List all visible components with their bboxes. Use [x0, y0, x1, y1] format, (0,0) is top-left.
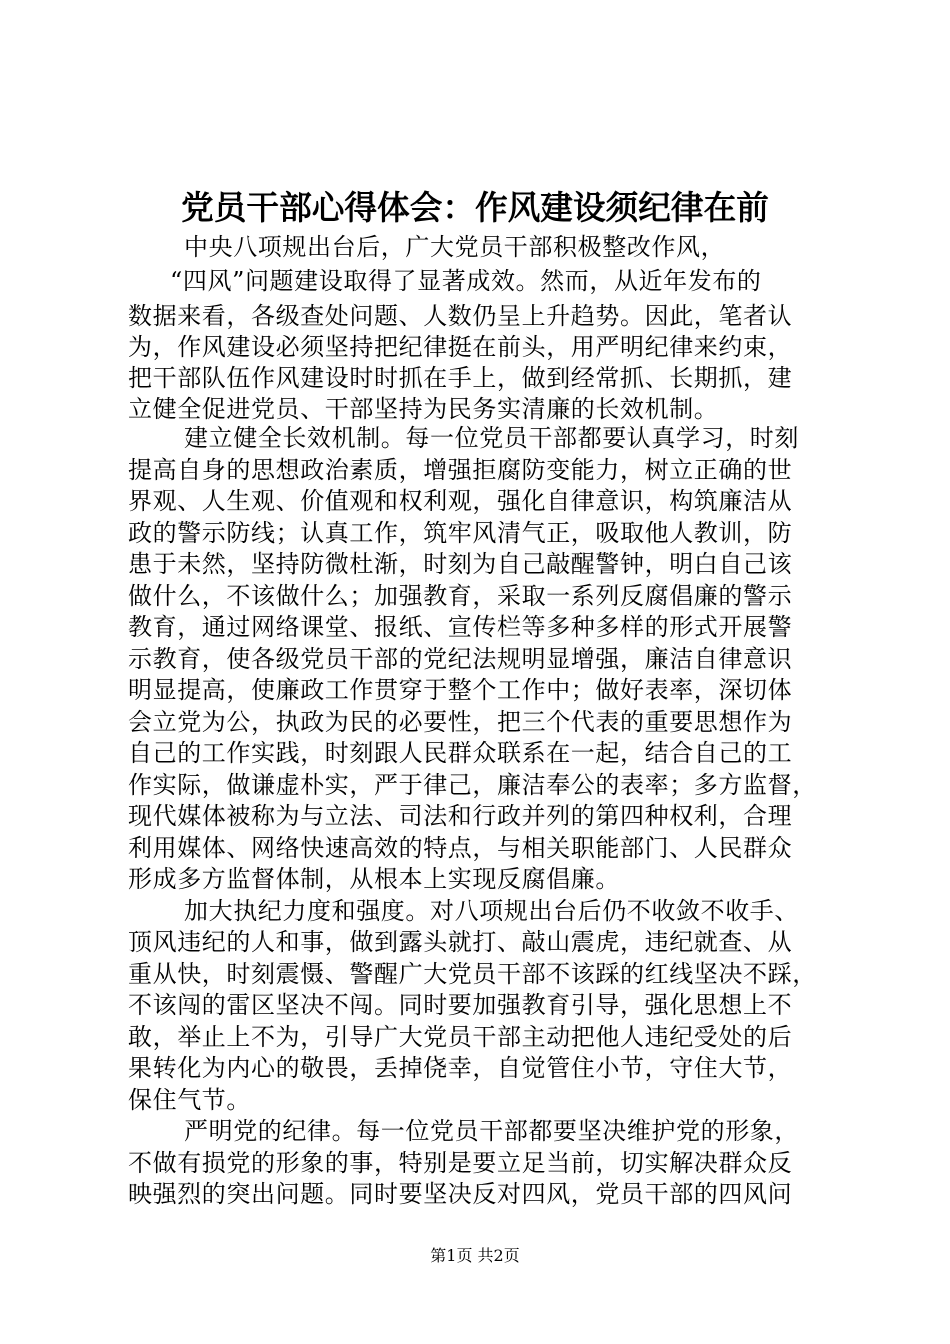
paragraph-4-line-2: 不做有损党的形象的事，特别是要立足当前，切实解决群众反 — [128, 1149, 793, 1177]
page-number-footer: 第1页 共2页 — [430, 1246, 520, 1265]
paragraph-4-line-1: 严明党的纪律。每一位党员干部都要坚决维护党的形象， — [184, 1117, 799, 1145]
paragraph-3-line-2: 顶风违纪的人和事，做到露头就打、敲山震虎，违纪就查、从 — [128, 928, 793, 956]
document-title: 党员干部心得体会：作风建设须纪律在前 — [181, 188, 769, 227]
paragraph-2-line-13: 现代媒体被称为与立法、司法和行政并列的第四种权利，合理 — [128, 802, 793, 830]
paragraph-2-line-7: 教育，通过网络课堂、报纸、宣传栏等多种多样的形式开展警 — [128, 613, 793, 641]
paragraph-2-line-10: 会立党为公，执政为民的必要性，把三个代表的重要思想作为 — [128, 708, 793, 736]
paragraph-1-line-1: 中央八项规出台后，广大党员干部积极整改作风， — [184, 233, 726, 261]
paragraph-2-line-2: 提高自身的思想政治素质，增强拒腐防变能力，树立正确的世 — [128, 456, 793, 484]
paragraph-1-line-5: 把干部队伍作风建设时时抓在手上，做到经常抓、长期抓，建 — [128, 364, 793, 392]
paragraph-2-line-8: 示教育，使各级党员干部的党纪法规明显增强，廉洁自律意识 — [128, 645, 793, 673]
paragraph-3-line-7: 保住气节。 — [128, 1086, 251, 1114]
paragraph-2-line-12: 作实际，做谦虚朴实，严于律己，廉洁奉公的表率；多方监督， — [128, 771, 817, 799]
paragraph-2-line-1: 建立健全长效机制。每一位党员干部都要认真学习，时刻 — [184, 424, 799, 452]
paragraph-2-line-3: 界观、人生观、价值观和权利观，强化自律意识，构筑廉洁从 — [128, 487, 793, 515]
paragraph-2-line-11: 自己的工作实践，时刻跟人民群众联系在一起，结合自己的工 — [128, 739, 793, 767]
paragraph-1-line-2: “四风”问题建设取得了显著成效。然而，从近年发布的 — [170, 267, 762, 295]
paragraph-3-line-6: 果转化为内心的敬畏，丢掉侥幸，自觉管住小节，守住大节， — [128, 1054, 793, 1082]
paragraph-4-line-3: 映强烈的突出问题。同时要坚决反对四风，党员干部的四风问 — [128, 1180, 793, 1208]
paragraph-1-line-6: 立健全促进党员、干部坚持为民务实清廉的长效机制。 — [128, 395, 719, 423]
paragraph-1-line-3: 数据来看，各级查处问题、人数仍呈上升趋势。因此，笔者认 — [128, 302, 793, 330]
paragraph-2-line-9: 明显提高，使廉政工作贯穿于整个工作中；做好表率，深切体 — [128, 676, 793, 704]
paragraph-2-line-14: 利用媒体、网络快速高效的特点，与相关职能部门、人民群众 — [128, 834, 793, 862]
paragraph-2-line-6: 做什么，不该做什么；加强教育，采取一系列反腐倡廉的警示 — [128, 582, 793, 610]
paragraph-2-line-4: 政的警示防线；认真工作，筑牢风清气正，吸取他人教训，防 — [128, 519, 793, 547]
paragraph-3-line-5: 敢，举止上不为，引导广大党员干部主动把他人违纪受处的后 — [128, 1023, 793, 1051]
paragraph-3-line-3: 重从快，时刻震慑、警醒广大党员干部不该踩的红线坚决不踩， — [128, 960, 817, 988]
paragraph-3-line-4: 不该闯的雷区坚决不闯。同时要加强教育引导，强化思想上不 — [128, 991, 793, 1019]
paragraph-2-line-15: 形成多方监督体制，从根本上实现反腐倡廉。 — [128, 865, 620, 893]
paragraph-3-line-1: 加大执纪力度和强度。对八项规出台后仍不收敛不收手、 — [184, 897, 799, 925]
paragraph-2-line-5: 患于未然，坚持防微杜渐，时刻为自己敲醒警钟，明白自己该 — [128, 550, 793, 578]
paragraph-1-line-4: 为，作风建设必须坚持把纪律挺在前头，用严明纪律来约束， — [128, 333, 793, 361]
